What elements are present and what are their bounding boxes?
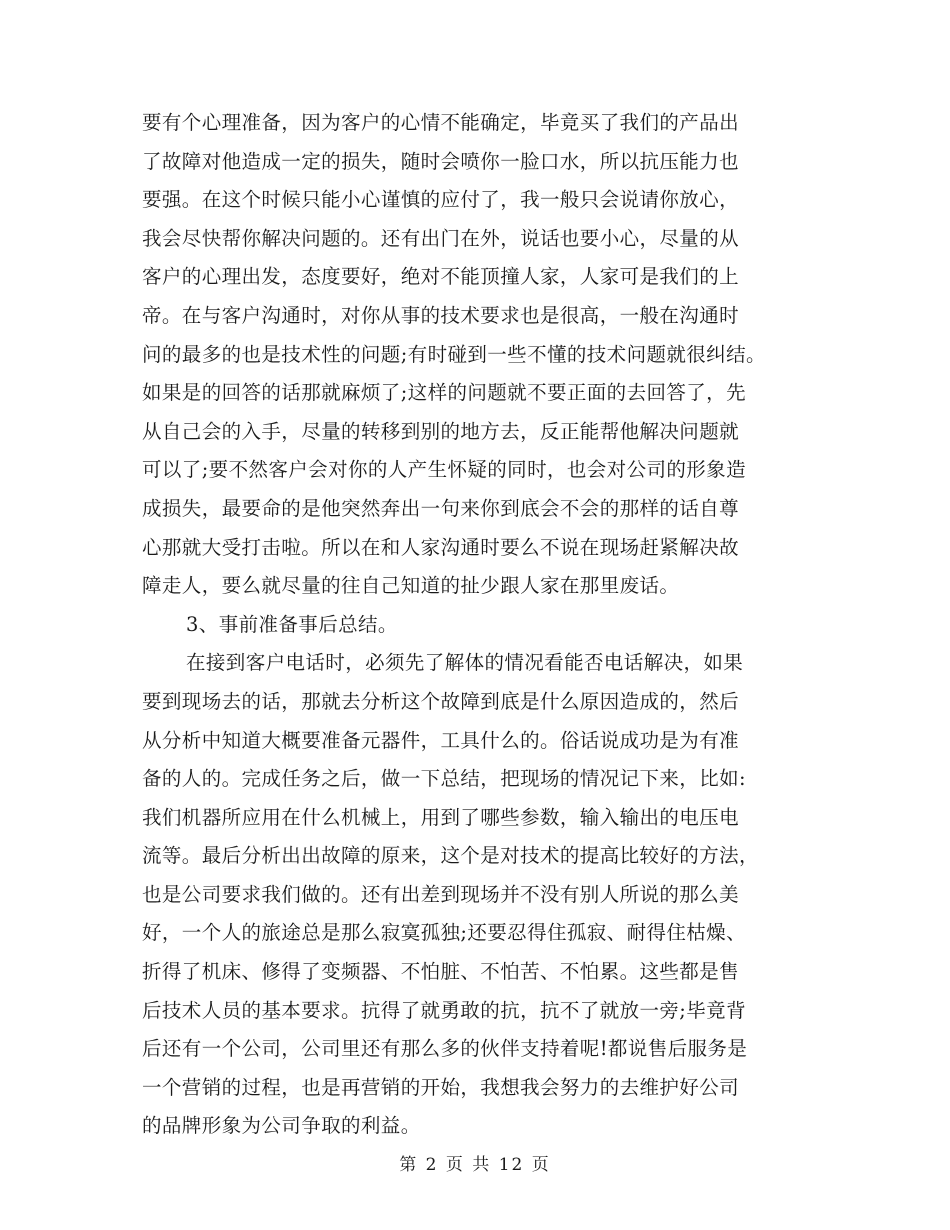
text-line: 可以了;要不然客户会对你的人产生怀疑的同时，也会对公司的形象造 [142, 458, 746, 482]
text-line: 流等。最后分析出出故障的原来，这个是对技术的提高比较好的方法， [142, 844, 759, 868]
text-line: 我们机器所应用在什么机械上，用到了哪些参数，输入输出的电压电 [142, 805, 740, 829]
text-line: 帝。在与客户沟通时，对你从事的技术要求也是很高，一般在沟通时 [142, 303, 740, 327]
text-line: 折得了机床、修得了变频器、不怕脏、不怕苦、不怕累。这些都是售 [142, 960, 740, 984]
section-heading: 3、事前准备事后总结。 [186, 612, 398, 636]
text-line: 后技术人员的基本要求。抗得了就勇敢的抗，抗不了就放一旁;毕竟背 [142, 998, 746, 1022]
text-line: 的品牌形象为公司争取的利益。 [142, 1114, 421, 1138]
text-line: 从自己会的入手，尽量的转移到别的地方去，反正能帮他解决问题就 [142, 419, 740, 443]
body-text [142, 104, 822, 1146]
text-line: 备的人的。完成任务之后，做一下总结，把现场的情况记下来，比如: [142, 767, 746, 791]
text-line: 了故障对他造成一定的损失，随时会喷你一脸口水，所以抗压能力也 [142, 149, 740, 173]
page-number: 第 2 页 共 12 页 [399, 1155, 551, 1175]
text-line: 要强。在这个时候只能小心谨慎的应付了，我一般只会说请你放心， [142, 188, 740, 212]
text-line: 障走人，要么就尽量的往自己知道的扯少跟人家在那里废话。 [142, 574, 680, 598]
text-line: 后还有一个公司，公司里还有那么多的伙伴支持着呢!都说售后服务是 [142, 1037, 748, 1061]
text-line: 我会尽快帮你解决问题的。还有出门在外，说话也要小心，尽量的从 [142, 226, 740, 250]
text-line: 要有个心理准备，因为客户的心情不能确定，毕竟买了我们的产品出 [142, 111, 740, 134]
text-line: 如果是的回答的话那就麻烦了;这样的问题就不要正面的去回答了，先 [142, 381, 746, 405]
text-line: 要到现场去的话，那就去分析这个故障到底是什么原因造成的，然后 [142, 689, 740, 713]
text-line: 在接到客户电话时，必须先了解体的情况看能否电话解决，如果 [186, 651, 744, 675]
text-line: 好，一个人的旅途总是那么寂寞孤独;还要忍得住孤寂、耐得住枯燥、 [142, 921, 746, 945]
text-line: 一个营销的过程，也是再营销的开始，我想我会努力的去维护好公司 [142, 1075, 740, 1099]
text-line: 客户的心理出发，态度要好，绝对不能顶撞人家，人家可是我们的上 [142, 265, 740, 289]
text-line: 成损失，最要命的是他突然奔出一句来你到底会不会的那样的话自尊 [142, 496, 740, 520]
text-line: 也是公司要求我们做的。还有出差到现场并不没有别人所说的那么美 [142, 882, 740, 906]
text-line: 问的最多的也是技术性的问题;有时碰到一些不懂的技术问题就很纠结。 [142, 342, 766, 366]
text-line: 心那就大受打击啦。所以在和人家沟通时要么不说在现场赶紧解决故 [142, 535, 740, 559]
text-line: 从分析中知道大概要准备元器件，工具什么的。俗话说成功是为有准 [142, 728, 740, 752]
